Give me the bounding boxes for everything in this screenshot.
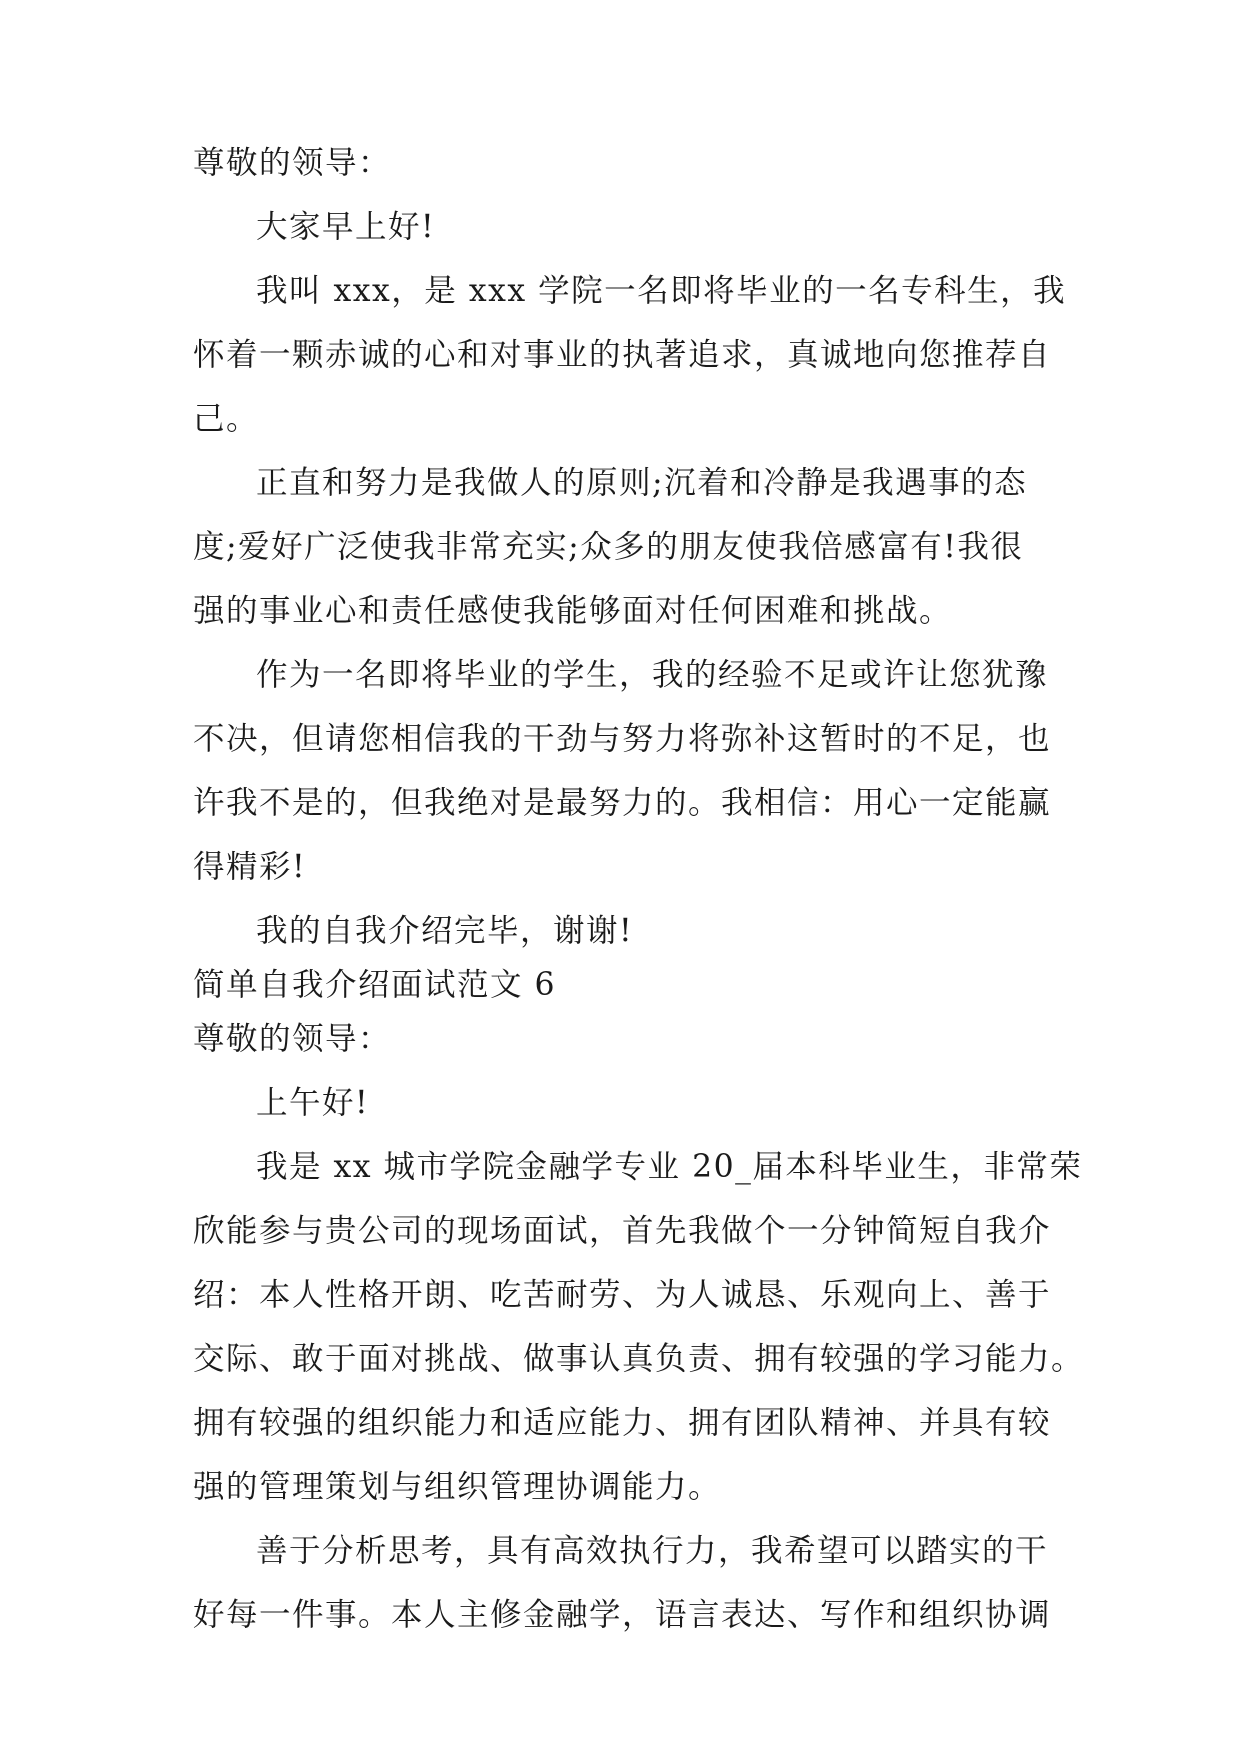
paragraph-line: 己。 xyxy=(193,401,260,437)
paragraph-line: 怀着一颗赤诚的心和对事业的执著追求，真诚地向您推荐自 xyxy=(193,337,1052,373)
section-title: 简单自我介绍面试范文 6 xyxy=(193,967,557,1003)
paragraph-line: 我叫 xxx，是 xxx 学院一名即将毕业的一名专科生，我 xyxy=(256,273,1067,309)
paragraph-line: 绍：本人性格开朗、吃苦耐劳、为人诚恳、乐观向上、善于 xyxy=(193,1277,1052,1313)
paragraph-line: 强的管理策划与组织管理协调能力。 xyxy=(193,1469,722,1505)
paragraph-line: 正直和努力是我做人的原则;沉着和冷静是我遇事的态 xyxy=(256,465,1028,501)
paragraph-line: 交际、敢于面对挑战、做事认真负责、拥有较强的学习能力。 xyxy=(193,1341,1085,1377)
closing-line: 我的自我介绍完毕，谢谢! xyxy=(256,913,634,949)
paragraph-line: 欣能参与贵公司的现场面试，首先我做个一分钟简短自我介 xyxy=(193,1213,1052,1249)
greeting: 尊敬的领导： xyxy=(193,1021,392,1057)
salutation: 上午好! xyxy=(256,1085,370,1121)
paragraph-line: 善于分析思考，具有高效执行力，我希望可以踏实的干 xyxy=(256,1533,1049,1569)
paragraph-line: 作为一名即将毕业的学生，我的经验不足或许让您犹豫 xyxy=(256,657,1049,693)
paragraph-line: 度;爱好广泛使我非常充实;众多的朋友使我倍感富有!我很 xyxy=(193,529,1024,565)
paragraph-line: 我是 xx 城市学院金融学专业 20_届本科毕业生，非常荣 xyxy=(256,1149,1083,1185)
paragraph-line: 不决，但请您相信我的干劲与努力将弥补这暂时的不足，也 xyxy=(193,721,1052,757)
paragraph-line: 得精彩! xyxy=(193,849,307,885)
paragraph-line: 拥有较强的组织能力和适应能力、拥有团队精神、并具有较 xyxy=(193,1405,1052,1441)
paragraph-line: 强的事业心和责任感使我能够面对任何困难和挑战。 xyxy=(193,593,953,629)
document-page xyxy=(193,142,1085,1636)
salutation: 大家早上好! xyxy=(256,209,436,245)
paragraph-line: 许我不是的，但我绝对是最努力的。我相信：用心一定能赢 xyxy=(193,785,1052,821)
greeting: 尊敬的领导： xyxy=(193,145,392,181)
paragraph-line: 好每一件事。本人主修金融学，语言表达、写作和组织协调 xyxy=(193,1597,1052,1633)
